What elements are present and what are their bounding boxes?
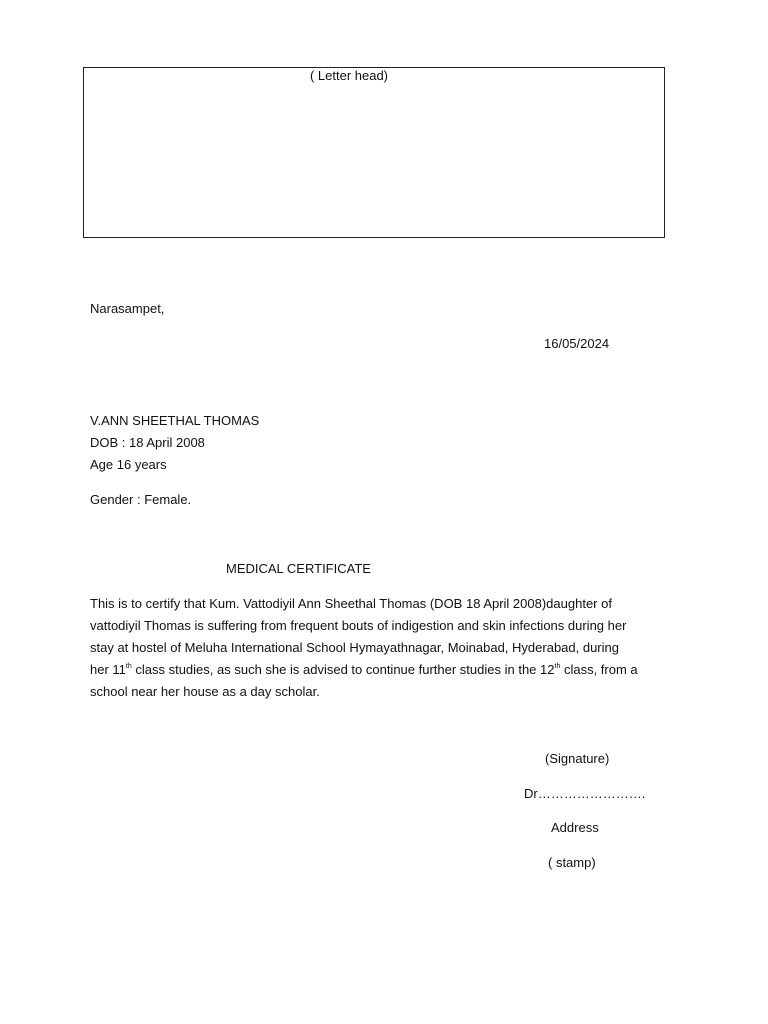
letterhead-box <box>83 67 665 238</box>
certificate-title: MEDICAL CERTIFICATE <box>226 561 371 576</box>
certificate-line-4 <box>90 659 674 681</box>
patient-dob: DOB : 18 April 2008 <box>90 435 205 450</box>
letterhead-label: ( Letter head) <box>309 68 389 83</box>
address-label: Address <box>551 820 599 835</box>
certificate-body <box>90 593 674 703</box>
certificate-line-2: vattodiyil Thomas is suffering from frequent bouts of indigestion and skin infections during her <box>90 618 627 633</box>
date-text: 16/05/2024 <box>544 336 610 351</box>
doctor-name-placeholder: Dr……………………. <box>524 786 646 801</box>
ordinal-suffix-11: th <box>125 663 132 670</box>
certificate-line-4-part-3: class, from a <box>560 662 638 677</box>
certificate-line-1: This is to certify that Kum. Vattodiyil Ann Sheethal Thomas (DOB 18 April 2008)daughter of <box>90 596 612 611</box>
certificate-line-3: stay at hostel of Meluha International School Hymayathnagar, Moinabad, Hyderabad, during <box>90 640 619 655</box>
signature-label: (Signature) <box>545 751 610 766</box>
certificate-line-5: school near her house as a day scholar. <box>90 684 320 699</box>
patient-age: Age 16 years <box>90 457 167 472</box>
patient-gender: Gender : Female. <box>90 492 192 507</box>
patient-name: V.ANN SHEETHAL THOMAS <box>90 413 260 428</box>
certificate-line-4-part-2: class studies, as such she is advised to continue further studies in the 12 <box>131 662 555 677</box>
certificate-line-4-part-1: her 11 <box>90 662 126 677</box>
ordinal-suffix-12: th <box>554 663 561 670</box>
stamp-label: ( stamp) <box>548 855 596 870</box>
place-text: Narasampet, <box>90 301 165 316</box>
